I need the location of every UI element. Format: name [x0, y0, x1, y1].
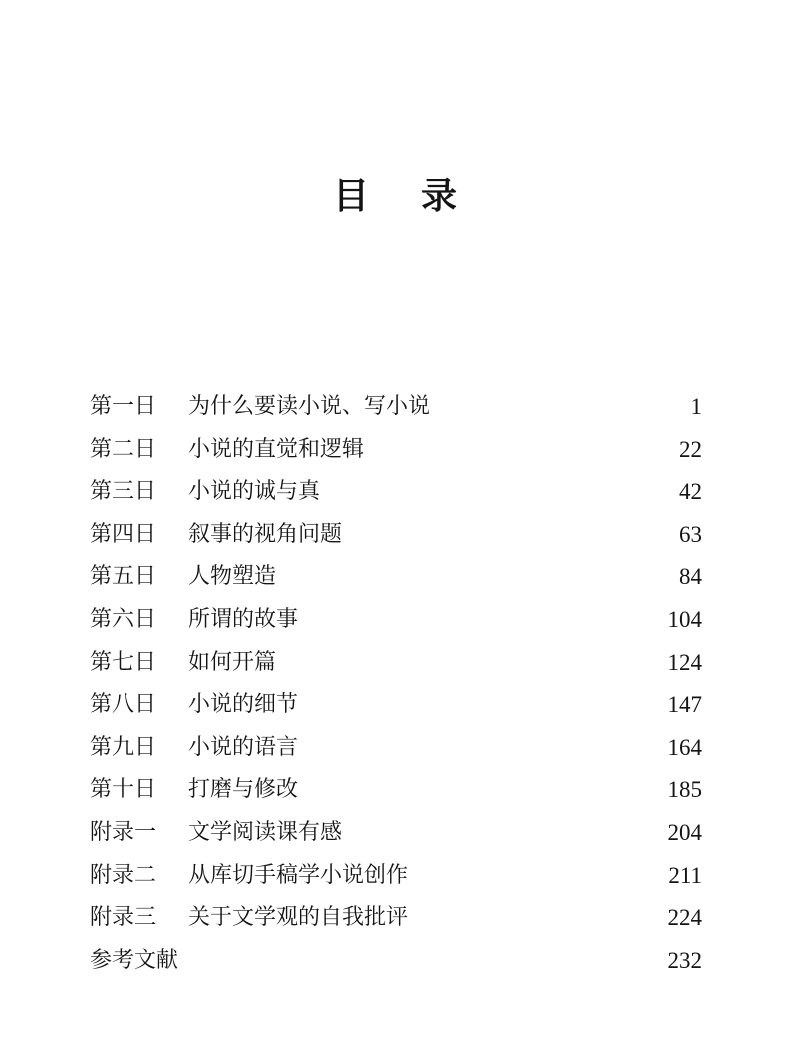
toc-entry-title: 人物塑造 — [188, 564, 277, 590]
toc-entry-page: 42 — [679, 479, 702, 505]
toc-entry-title: 叙事的视角问题 — [188, 521, 343, 547]
toc-entry-title: 从库切手稿学小说创作 — [188, 862, 409, 888]
toc-entry-label: 第十日 — [90, 777, 157, 803]
toc-entry-day-6[interactable] — [90, 599, 702, 642]
toc-entry-day-8[interactable] — [90, 684, 702, 727]
toc-entry-label: 参考文献 — [90, 947, 179, 973]
toc-entry-label: 第二日 — [90, 436, 157, 462]
title-char-1: 目 — [332, 175, 369, 217]
toc-entry-page: 124 — [667, 649, 702, 675]
toc-entry-appendix-3[interactable] — [90, 897, 702, 940]
toc-entry-appendix-2[interactable] — [90, 855, 702, 898]
toc-entry-title: 小说的细节 — [188, 692, 299, 718]
toc-entry-day-10[interactable] — [90, 769, 702, 812]
toc-list — [90, 386, 702, 982]
toc-entry-day-2[interactable] — [90, 429, 702, 472]
toc-entry-title: 小说的直觉和逻辑 — [188, 436, 365, 462]
toc-entry-label: 第三日 — [90, 479, 157, 505]
toc-entry-day-1[interactable] — [90, 386, 702, 429]
toc-entry-title: 小说的诚与真 — [188, 479, 321, 505]
toc-entry-page: 63 — [679, 521, 702, 547]
toc-entry-day-7[interactable] — [90, 642, 702, 685]
toc-entry-label: 第四日 — [90, 521, 157, 547]
toc-entry-title: 文学阅读课有感 — [188, 819, 343, 845]
toc-entry-page: 1 — [690, 394, 702, 419]
toc-entry-label: 第一日 — [90, 394, 157, 419]
toc-entry-label: 附录三 — [90, 905, 157, 931]
toc-entry-page: 224 — [667, 905, 702, 931]
toc-entry-page: 164 — [667, 734, 702, 760]
toc-entry-day-4[interactable] — [90, 514, 702, 557]
toc-entry-page: 84 — [679, 564, 702, 590]
toc-entry-label: 附录一 — [90, 819, 157, 845]
toc-entry-label: 附录二 — [90, 862, 157, 888]
page-title — [0, 172, 790, 220]
toc-entry-appendix-1[interactable] — [90, 812, 702, 855]
toc-entry-day-3[interactable] — [90, 471, 702, 514]
toc-entry-label: 第七日 — [90, 649, 157, 675]
toc-entry-title: 为什么要读小说、写小说 — [188, 394, 431, 419]
toc-entry-title: 所谓的故事 — [188, 606, 299, 632]
title-char-2: 录 — [421, 175, 458, 217]
toc-entry-page: 147 — [667, 692, 702, 718]
toc-entry-title: 如何开篇 — [188, 649, 277, 675]
toc-entry-label: 第九日 — [90, 734, 157, 760]
toc-entry-label: 第八日 — [90, 692, 157, 718]
toc-entry-references[interactable] — [90, 940, 702, 983]
toc-entry-title: 打磨与修改 — [188, 777, 299, 803]
toc-entry-title: 关于文学观的自我批评 — [188, 905, 409, 931]
toc-entry-title: 小说的语言 — [188, 734, 299, 760]
toc-entry-page: 232 — [667, 947, 702, 973]
toc-entry-page: 22 — [679, 436, 702, 462]
toc-entry-page: 211 — [668, 862, 702, 888]
toc-entry-label: 第五日 — [90, 564, 157, 590]
toc-entry-label: 第六日 — [90, 606, 157, 632]
toc-entry-page: 185 — [667, 777, 702, 803]
toc-entry-page: 204 — [667, 819, 702, 845]
toc-entry-day-5[interactable] — [90, 556, 702, 599]
toc-entry-page: 104 — [667, 606, 702, 632]
toc-entry-day-9[interactable] — [90, 727, 702, 770]
